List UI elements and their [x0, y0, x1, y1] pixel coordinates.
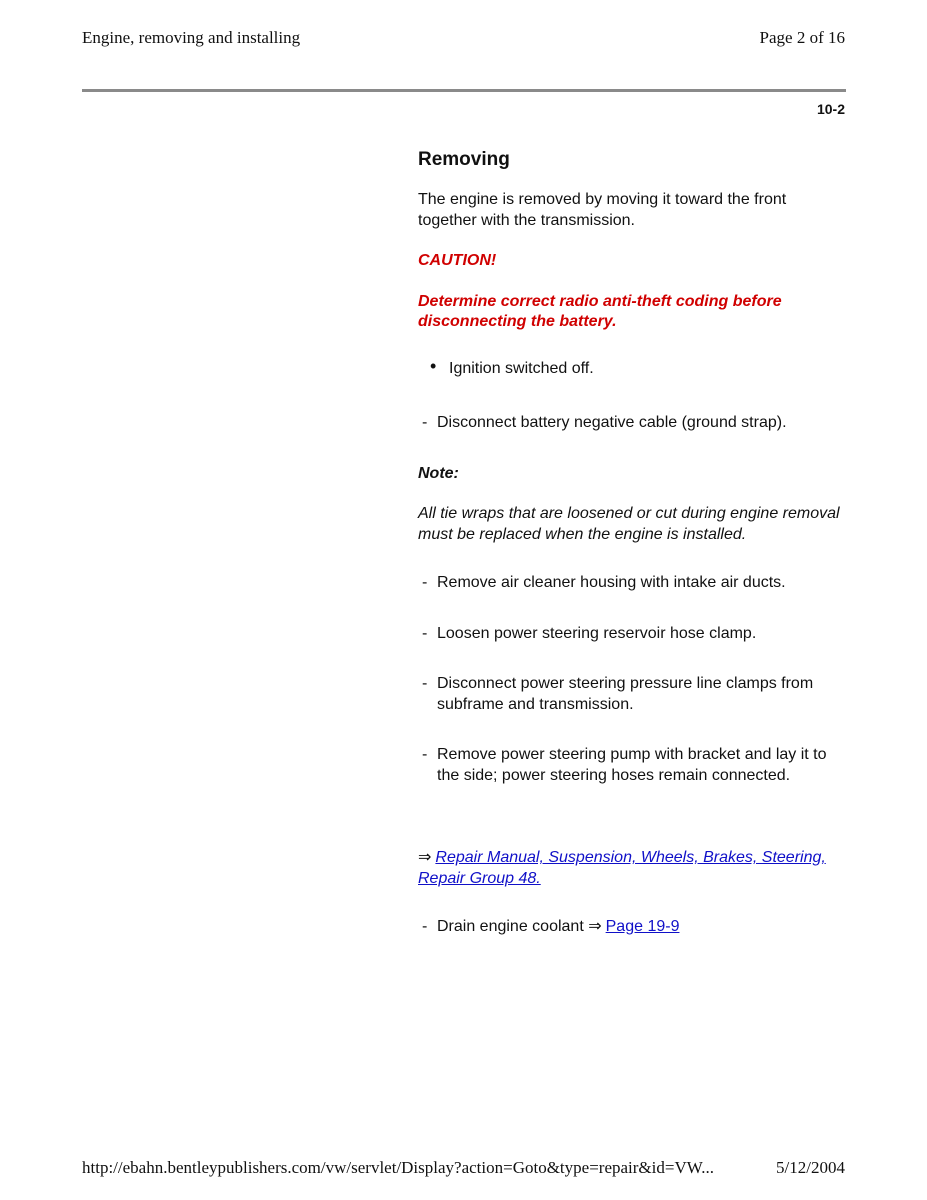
reference-arrow-icon: ⇒ — [588, 918, 602, 935]
page-indicator: Page 2 of 16 — [759, 28, 845, 47]
spacer — [418, 816, 848, 848]
step-dash: - — [422, 918, 428, 935]
bullet-text: Ignition switched off. — [449, 359, 594, 377]
step-item — [418, 745, 848, 786]
repair-manual-reference — [418, 848, 848, 889]
step-item — [418, 413, 848, 434]
step-text: Remove power steering pump with bracket and lay it to the side; power steering hoses remain connected. — [437, 746, 827, 784]
note-text: All tie wraps that are loosened or cut during engine removal must be replaced when the engine is installed. — [418, 505, 840, 543]
repair-manual-link[interactable]: Repair Manual, Suspension, Wheels, Brakes, Steering, Repair Group 48. — [418, 849, 826, 887]
main-content — [418, 148, 848, 968]
step-dash: - — [422, 624, 428, 642]
page-code: 10-2 — [816, 101, 845, 117]
step-dash: - — [422, 414, 428, 431]
reference-arrow-icon: ⇒ — [418, 849, 432, 866]
step-text: Remove air cleaner housing with intake air ducts. — [437, 574, 786, 591]
step-text: Loosen power steering reservoir hose clamp. — [437, 624, 757, 642]
section-heading: Removing — [418, 149, 510, 170]
step-item — [418, 674, 848, 715]
footer-url: http://ebahn.bentleypublishers.com/vw/servlet/Display?action=Goto&type=repair&id=VW... — [82, 1158, 714, 1177]
step-item — [418, 917, 848, 938]
step-dash: - — [422, 574, 428, 591]
bullet-dot-icon: • — [430, 355, 437, 376]
step-text: Drain engine coolant — [437, 918, 584, 935]
footer-date: 5/12/2004 — [776, 1158, 845, 1177]
note-label: Note: — [418, 464, 459, 482]
bullet-item — [418, 355, 848, 380]
caution-label: CAUTION! — [418, 252, 497, 269]
step-text: Disconnect battery negative cable (ground strap). — [437, 414, 787, 431]
intro-paragraph: The engine is removed by moving it toward the front together with the transmission. — [418, 191, 787, 229]
step-dash: - — [422, 675, 428, 692]
document-title: Engine, removing and installing — [82, 28, 301, 47]
step-item — [418, 573, 848, 594]
step-dash: - — [422, 746, 428, 763]
caution-text: Determine correct radio anti-theft coding before disconnecting the battery. — [418, 292, 782, 330]
page-19-9-link[interactable]: Page 19-9 — [605, 918, 680, 935]
header-divider — [82, 89, 846, 92]
step-item — [418, 624, 848, 645]
step-text: Disconnect power steering pressure line clamps from subframe and transmission. — [437, 675, 814, 713]
